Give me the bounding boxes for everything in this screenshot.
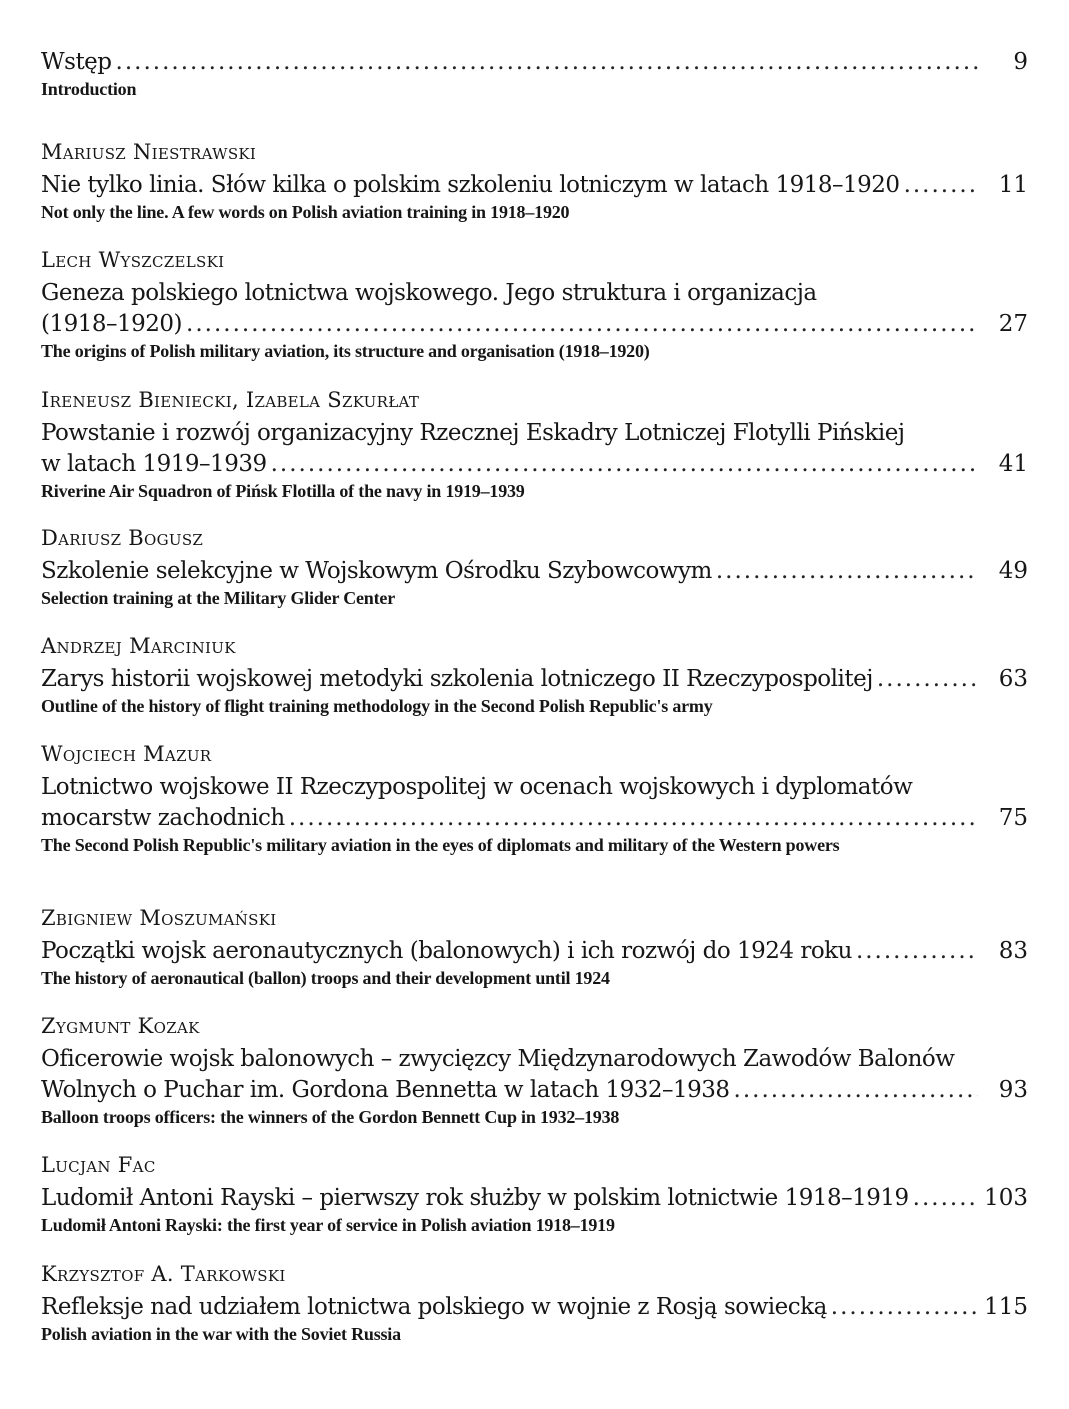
- dot-leader: [716, 556, 978, 587]
- page-number: 9: [1013, 49, 1028, 75]
- toc-english-title: Selection training at the Military Glider Center: [41, 588, 395, 608]
- toc-author: Zbigniew Moszumański: [41, 906, 277, 930]
- toc-english-title: Not only the line. A few words on Polish aviation training in 1918–1920: [41, 202, 570, 222]
- toc-english-title: Polish aviation in the war with the Soviet Russia: [41, 1324, 401, 1344]
- toc-author: Ireneusz Bieniecki, Izabela Szkurłat: [41, 388, 420, 412]
- toc-title: Nie tylko linia. Słów kilka o polskim szkoleniu lotniczym w latach 1918–1920: [41, 172, 900, 198]
- toc-title-continued: mocarstw zachodnich: [41, 805, 285, 831]
- toc-title-continued: Wolnych o Puchar im. Gordona Bennetta w latach 1932–1938: [41, 1077, 730, 1103]
- dot-leader: [904, 170, 978, 201]
- toc-english-title: Riverine Air Squadron of Pińsk Flotilla of the navy in 1919–1939: [41, 481, 525, 501]
- toc-title: Zarys historii wojskowej metodyki szkolenia lotniczego II Rzeczypospolitej: [41, 666, 873, 692]
- dot-leader: [856, 936, 978, 967]
- toc-english-title: The history of aeronautical (ballon) troops and their development until 1924: [41, 968, 610, 988]
- toc-entry: [41, 1262, 1028, 1345]
- toc-entry: [41, 1014, 1028, 1128]
- dot-leader: [877, 664, 978, 695]
- toc-author: Andrzej Marciniuk: [41, 634, 236, 658]
- page-number: 103: [984, 1185, 1028, 1211]
- toc-title-line[interactable]: [41, 803, 1028, 834]
- toc-title-continued: (1918–1920): [41, 311, 183, 337]
- toc-entry: [41, 906, 1028, 989]
- dot-leader: [289, 803, 978, 834]
- dot-leader: [116, 47, 978, 78]
- page-number: 63: [998, 666, 1028, 692]
- dot-leader: [734, 1075, 978, 1106]
- toc-title-continued: w latach 1919–1939: [41, 451, 267, 477]
- toc-title-line[interactable]: [41, 1292, 1028, 1323]
- toc-entry: [41, 634, 1028, 717]
- toc-english-title: Balloon troops officers: the winners of the Gordon Bennett Cup in 1932–1938: [41, 1107, 620, 1127]
- toc-title[interactable]: Oficerowie wojsk balonowych – zwycięzcy Międzynarodowych Zawodów Balonów: [41, 1046, 955, 1072]
- toc-title-line[interactable]: [41, 170, 1028, 201]
- toc-english-title: Ludomił Antoni Rayski: the first year of service in Polish aviation 1918–1919: [41, 1215, 615, 1235]
- page-number: 27: [998, 311, 1028, 337]
- dot-leader: [186, 309, 978, 340]
- toc-english-title: Outline of the history of flight training methodology in the Second Polish Republic's army: [41, 696, 713, 716]
- toc-title: Wstęp: [41, 49, 112, 75]
- toc-title-line[interactable]: [41, 47, 1028, 78]
- toc-author: Dariusz Bogusz: [41, 526, 204, 550]
- dot-leader: [271, 449, 978, 480]
- toc-entry: [41, 526, 1028, 609]
- toc-author: Krzysztof A. Tarkowski: [41, 1262, 286, 1286]
- toc-title: Szkolenie selekcyjne w Wojskowym Ośrodku Szybowcowym: [41, 558, 712, 584]
- toc-author: Lech Wyszczelski: [41, 248, 225, 272]
- toc-author: Lucjan Fac: [41, 1153, 156, 1177]
- toc-entry: [41, 248, 1028, 362]
- toc-english-title: Introduction: [41, 79, 137, 99]
- toc-english-title: The Second Polish Republic's military aviation in the eyes of diplomats and military of the Western powers: [41, 835, 840, 855]
- toc-author: Wojciech Mazur: [41, 742, 212, 766]
- toc-title[interactable]: Powstanie i rozwój organizacyjny Rzecznej Eskadry Lotniczej Flotylli Pińskiej: [41, 420, 905, 446]
- toc-title: Refleksje nad udziałem lotnictwa polskiego w wojnie z Rosją sowiecką: [41, 1294, 827, 1320]
- toc-title-line[interactable]: [41, 309, 1028, 340]
- toc-title-line[interactable]: [41, 664, 1028, 695]
- toc-title-line[interactable]: [41, 1075, 1028, 1106]
- page-number: 41: [998, 451, 1028, 477]
- toc-entry-introduction: [41, 47, 1028, 100]
- toc-title[interactable]: Geneza polskiego lotnictwa wojskowego. Jego struktura i organizacja: [41, 280, 817, 306]
- page-number: 75: [998, 805, 1028, 831]
- page-number: 93: [998, 1077, 1028, 1103]
- toc-english-title: The origins of Polish military aviation, its structure and organisation (1918–1920): [41, 341, 650, 361]
- page-number: 11: [998, 172, 1028, 198]
- page-number: 49: [998, 558, 1028, 584]
- toc-title-line[interactable]: [41, 556, 1028, 587]
- toc-entry: [41, 742, 1028, 856]
- toc-title[interactable]: Lotnictwo wojskowe II Rzeczypospolitej w ocenach wojskowych i dyplomatów: [41, 774, 913, 800]
- toc-title-line[interactable]: [41, 1183, 1028, 1214]
- page-number: 83: [998, 938, 1028, 964]
- toc-title-line[interactable]: [41, 936, 1028, 967]
- toc-title: Ludomił Antoni Rayski – pierwszy rok służby w polskim lotnictwie 1918–1919: [41, 1185, 909, 1211]
- toc-title: Początki wojsk aeronautycznych (balonowych) i ich rozwój do 1924 roku: [41, 938, 852, 964]
- toc-author: Mariusz Niestrawski: [41, 140, 257, 164]
- toc-entry: [41, 140, 1028, 223]
- toc-entry: [41, 1153, 1028, 1236]
- dot-leader: [831, 1292, 976, 1323]
- toc-entry: [41, 388, 1028, 502]
- toc-title-line[interactable]: [41, 449, 1028, 480]
- dot-leader: [913, 1183, 976, 1214]
- page-number: 115: [984, 1294, 1028, 1320]
- toc-author: Zygmunt Kozak: [41, 1014, 200, 1038]
